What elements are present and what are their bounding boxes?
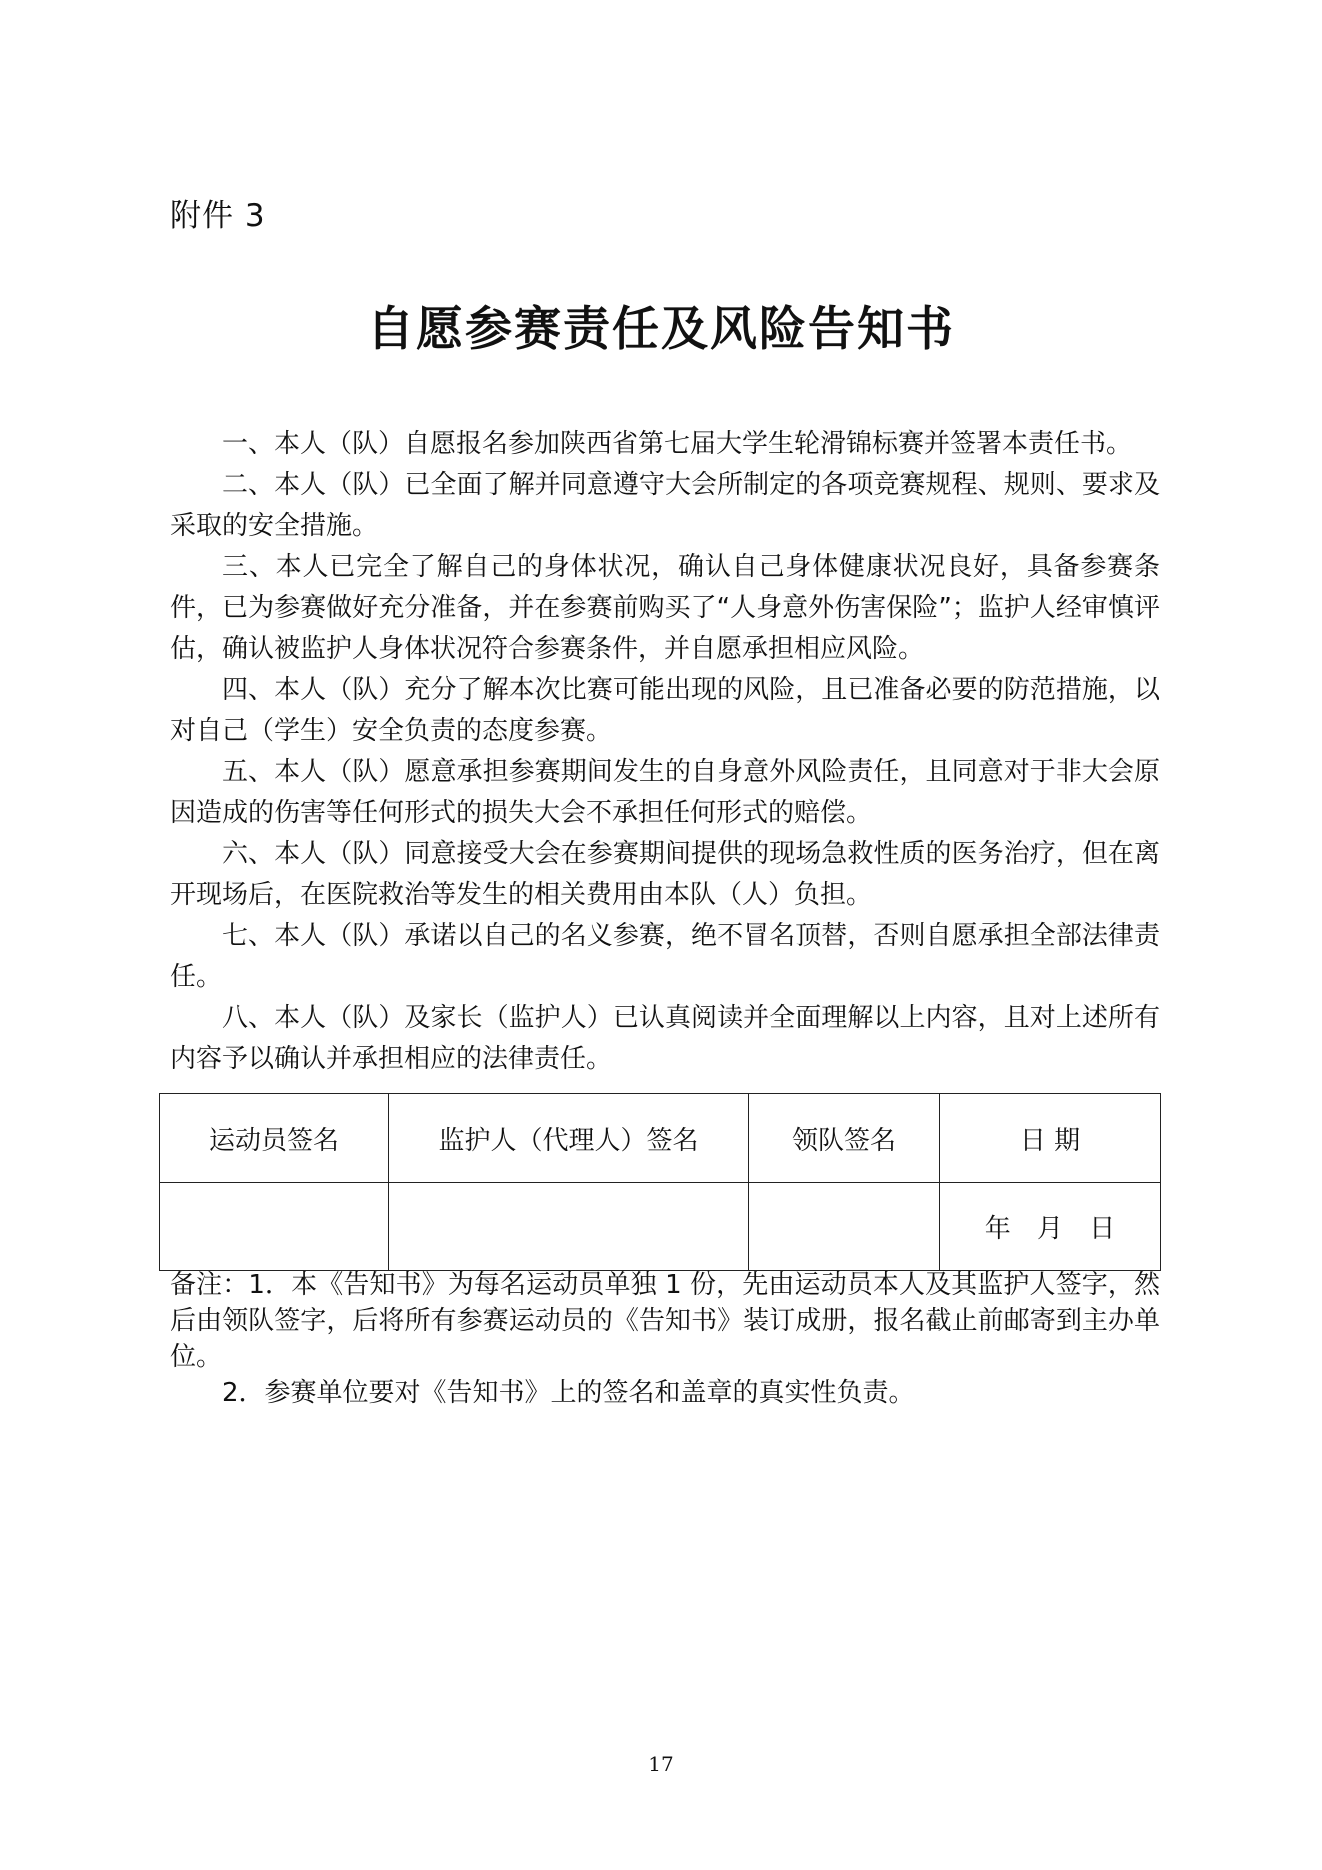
clause-4: 四、本人（队）充分了解本次比赛可能出现的风险，且已准备必要的防范措施，以对自己（学生）安全负责的态度参赛。: [170, 675, 1160, 746]
notes-section: [170, 1267, 1160, 1411]
signature-table-blank-row: [160, 1183, 1161, 1271]
clause-2: 二、本人（队）已全面了解并同意遵守大会所制定的各项竞赛规程、规则、要求及采取的安全措施。: [170, 470, 1160, 541]
date-placeholder: 年 月 日: [984, 1214, 1116, 1244]
note-2: 2．参赛单位要对《告知书》上的签名和盖章的真实性负责。: [222, 1378, 915, 1408]
clause-1: 一、本人（队）自愿报名参加陕西省第七届大学生轮滑锦标赛并签署本责任书。: [222, 429, 1133, 459]
clause-6: 六、本人（队）同意接受大会在参赛期间提供的现场急救性质的医务治疗，但在离开现场后，在医院救治等发生的相关费用由本队（人）负担。: [170, 839, 1160, 910]
team-leader-signature-cell[interactable]: [749, 1183, 940, 1271]
athlete-signature-cell[interactable]: [160, 1183, 389, 1271]
guardian-signature-header: 监护人（代理人）签名: [389, 1094, 749, 1183]
date-cell[interactable]: [940, 1183, 1161, 1271]
date-header: 日 期: [940, 1094, 1161, 1183]
athlete-signature-header: 运动员签名: [160, 1094, 389, 1183]
note-1: 备注：1．本《告知书》为每名运动员单独 1 份，先由运动员本人及其监护人签字，然后由领队签字，后将所有参赛运动员的《告知书》装订成册，报名截止前邮寄到主办单位。: [170, 1270, 1160, 1372]
signature-table: [159, 1093, 1161, 1271]
clause-3: 三、本人已完全了解自己的身体状况，确认自己身体健康状况良好，具备参赛条件，已为参赛做好充分准备，并在参赛前购买了“人身意外伤害保险”；监护人经审慎评估，确认被监护人身体状况符合参赛条件，并自愿承担相应风险。: [170, 552, 1160, 664]
team-leader-signature-header: 领队签名: [749, 1094, 940, 1183]
clause-8: 八、本人（队）及家长（监护人）已认真阅读并全面理解以上内容，且对上述所有内容予以确认并承担相应的法律责任。: [170, 1003, 1160, 1074]
attachment-label: 附件 3: [170, 198, 266, 234]
declaration-body: [170, 424, 1160, 1080]
clause-5: 五、本人（队）愿意承担参赛期间发生的自身意外风险责任，且同意对于非大会原因造成的伤害等任何形式的损失大会不承担任何形式的赔偿。: [170, 757, 1160, 828]
guardian-signature-cell[interactable]: [389, 1183, 749, 1271]
document-title: 自愿参赛责任及风险告知书: [367, 302, 955, 357]
page-number: 17: [648, 1752, 674, 1776]
signature-table-header-row: [160, 1094, 1161, 1183]
clause-7: 七、本人（队）承诺以自己的名义参赛，绝不冒名顶替，否则自愿承担全部法律责任。: [170, 921, 1160, 992]
